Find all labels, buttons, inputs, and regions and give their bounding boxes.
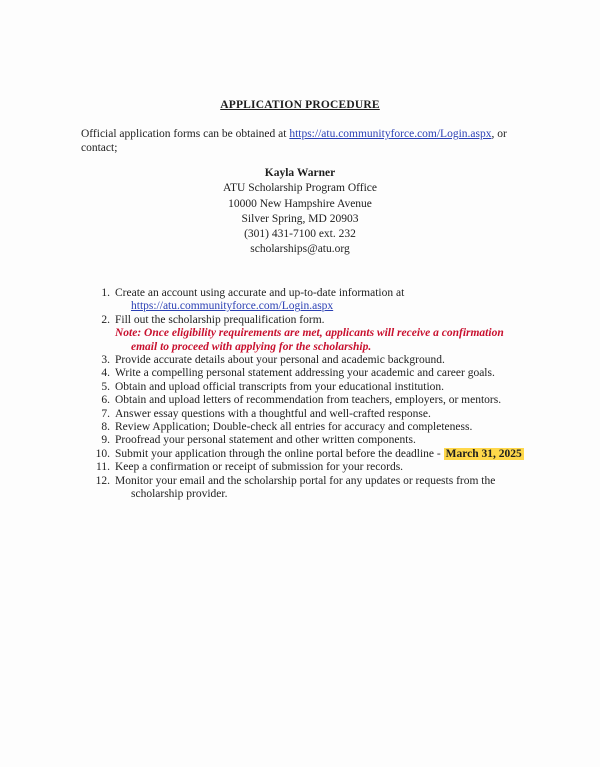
contact-name: Kayla Warner <box>264 167 336 179</box>
step-text: Write a compelling personal statement addressing your academic and career goals. <box>115 367 495 380</box>
step-text: Provide accurate details about your personal and academic background. <box>115 354 445 367</box>
intro-text-after: , or contact; <box>81 128 507 154</box>
step-text: Create an account using accurate and up-to-date information at <box>115 287 405 299</box>
step-number: 6. <box>101 394 110 407</box>
step-number: 12. <box>95 474 110 487</box>
contact-email: scholarships@atu.org <box>250 243 350 256</box>
list-item <box>96 367 556 380</box>
step-text: Submit your application through the online portal before the deadline - <box>115 447 444 460</box>
intro-paragraph <box>81 127 531 155</box>
step-text: Answer essay questions with a thoughtful and well-crafted response. <box>115 407 431 420</box>
step-number: 3. <box>101 354 110 367</box>
contact-city: Silver Spring, MD 20903 <box>241 212 359 225</box>
step-text-continued: scholarship provider. <box>131 488 228 501</box>
list-item <box>96 394 556 407</box>
step-number: 10. <box>95 447 110 460</box>
step-number: 7. <box>101 407 110 420</box>
list-item <box>96 448 556 461</box>
list-item <box>96 475 556 502</box>
step-number: 4. <box>101 367 110 380</box>
step-number: 9. <box>101 434 110 447</box>
list-item <box>96 287 556 314</box>
intro-text: Official application forms can be obtained at <box>81 128 290 140</box>
page-title: APPLICATION PROCEDURE <box>220 99 380 111</box>
application-link[interactable]: https://atu.communityforce.com/Login.aspx <box>289 128 492 140</box>
step-text: Fill out the scholarship prequalification form. <box>115 313 325 326</box>
list-item <box>96 354 556 367</box>
step-number: 2. <box>101 313 110 326</box>
list-item <box>96 461 556 474</box>
contact-phone: (301) 431-7100 ext. 232 <box>244 228 356 241</box>
contact-block <box>0 166 600 258</box>
step-number: 5. <box>101 380 110 393</box>
list-item <box>96 381 556 394</box>
list-item <box>96 421 556 434</box>
step-text: Review Application; Double-check all entries for accuracy and completeness. <box>115 421 473 434</box>
steps-list <box>96 287 556 502</box>
step-number: 1. <box>101 287 110 299</box>
list-item <box>96 314 556 354</box>
step-number: 11. <box>96 461 110 474</box>
step-number: 8. <box>101 421 110 434</box>
list-item <box>96 434 556 447</box>
step-text: Proofread your personal statement and other written components. <box>115 434 416 447</box>
note-line-2: email to proceed with applying for the scholarship. <box>131 340 372 353</box>
contact-street: 10000 New Hampshire Avenue <box>228 197 372 210</box>
note-line-1: Note: Once eligibility requirements are met, applicants will receive a confirmation <box>115 327 504 340</box>
eligibility-note <box>115 327 556 354</box>
step-text: Keep a confirmation or receipt of submission for your records. <box>115 461 404 474</box>
step-link[interactable]: https://atu.communityforce.com/Login.aspx <box>131 300 334 313</box>
deadline-highlight: March 31, 2025 <box>445 447 522 460</box>
list-item <box>96 408 556 421</box>
step-text: Obtain and upload official transcripts from your educational institution. <box>115 380 445 393</box>
contact-office: ATU Scholarship Program Office <box>222 182 378 195</box>
step-text: Obtain and upload letters of recommendation from teachers, employers, or mentors. <box>115 394 502 407</box>
step-text: Monitor your email and the scholarship portal for any updates or requests from the <box>115 474 496 487</box>
